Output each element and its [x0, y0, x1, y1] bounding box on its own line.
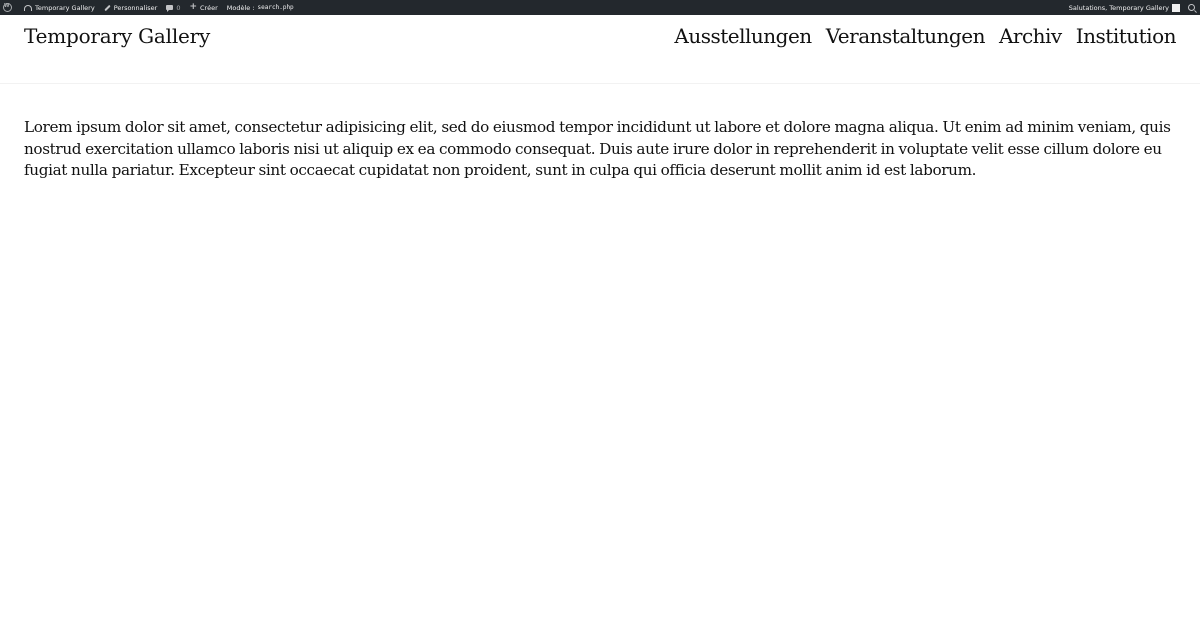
admin-bar-template	[227, 0, 294, 15]
template-label: Modèle :	[226, 3, 255, 12]
main-navigation	[660, 24, 1176, 48]
admin-bar-customize[interactable]	[104, 0, 158, 15]
admin-bar-customize-label: Personnaliser	[113, 3, 158, 12]
admin-bar-new[interactable]	[189, 0, 217, 15]
comment-icon	[166, 5, 173, 10]
admin-bar-site-name-label: Temporary Gallery	[35, 3, 95, 12]
site-header	[0, 15, 1200, 84]
site-title[interactable]: Temporary Gallery	[24, 24, 211, 48]
admin-bar	[0, 0, 1200, 15]
nav-item-archiv[interactable]: Archiv	[998, 24, 1062, 48]
brush-icon	[104, 4, 110, 10]
admin-bar-search[interactable]	[1188, 0, 1195, 15]
comments-count: 0	[176, 3, 181, 12]
template-file: search.php	[257, 4, 294, 11]
nav-item-institution[interactable]: Institution	[1075, 24, 1176, 48]
nav-item-ausstellungen[interactable]: Ausstellungen	[674, 24, 812, 48]
admin-bar-comments[interactable]	[166, 0, 180, 15]
admin-bar-new-label: Créer	[200, 3, 218, 12]
plus-icon: +	[189, 2, 198, 12]
nav-item-veranstaltungen[interactable]: Veranstaltungen	[825, 24, 985, 48]
admin-bar-greeting: Salutations, Temporary Gallery	[1068, 3, 1169, 12]
admin-bar-account[interactable]	[1069, 0, 1188, 15]
admin-bar-left	[0, 0, 303, 15]
dashboard-icon	[24, 5, 32, 11]
avatar	[1172, 4, 1180, 12]
admin-bar-right	[1069, 0, 1200, 15]
body-paragraph: Lorem ipsum dolor sit amet, consectetur adipisicing elit, sed do eiusmod tempor incididunt ut labore et dolore magna aliqua. Ut enim ad minim veniam, quis nostrud exercitation ullamco laboris nisi ut aliquip ex ea commodo consequat. Duis aute irure dolor in reprehenderit in voluptate velit esse cillum dolore eu fugiat nulla pariatur. Excepteur sint occaecat cupidatat non proident, sunt in culpa qui officia deserunt mollit anim id est laborum.	[24, 118, 1171, 179]
admin-bar-site-name[interactable]	[24, 0, 95, 15]
search-icon	[1188, 4, 1195, 11]
main-content	[24, 117, 1176, 182]
wordpress-logo-icon: W	[3, 3, 12, 12]
wp-logo-menu[interactable]	[3, 0, 15, 15]
